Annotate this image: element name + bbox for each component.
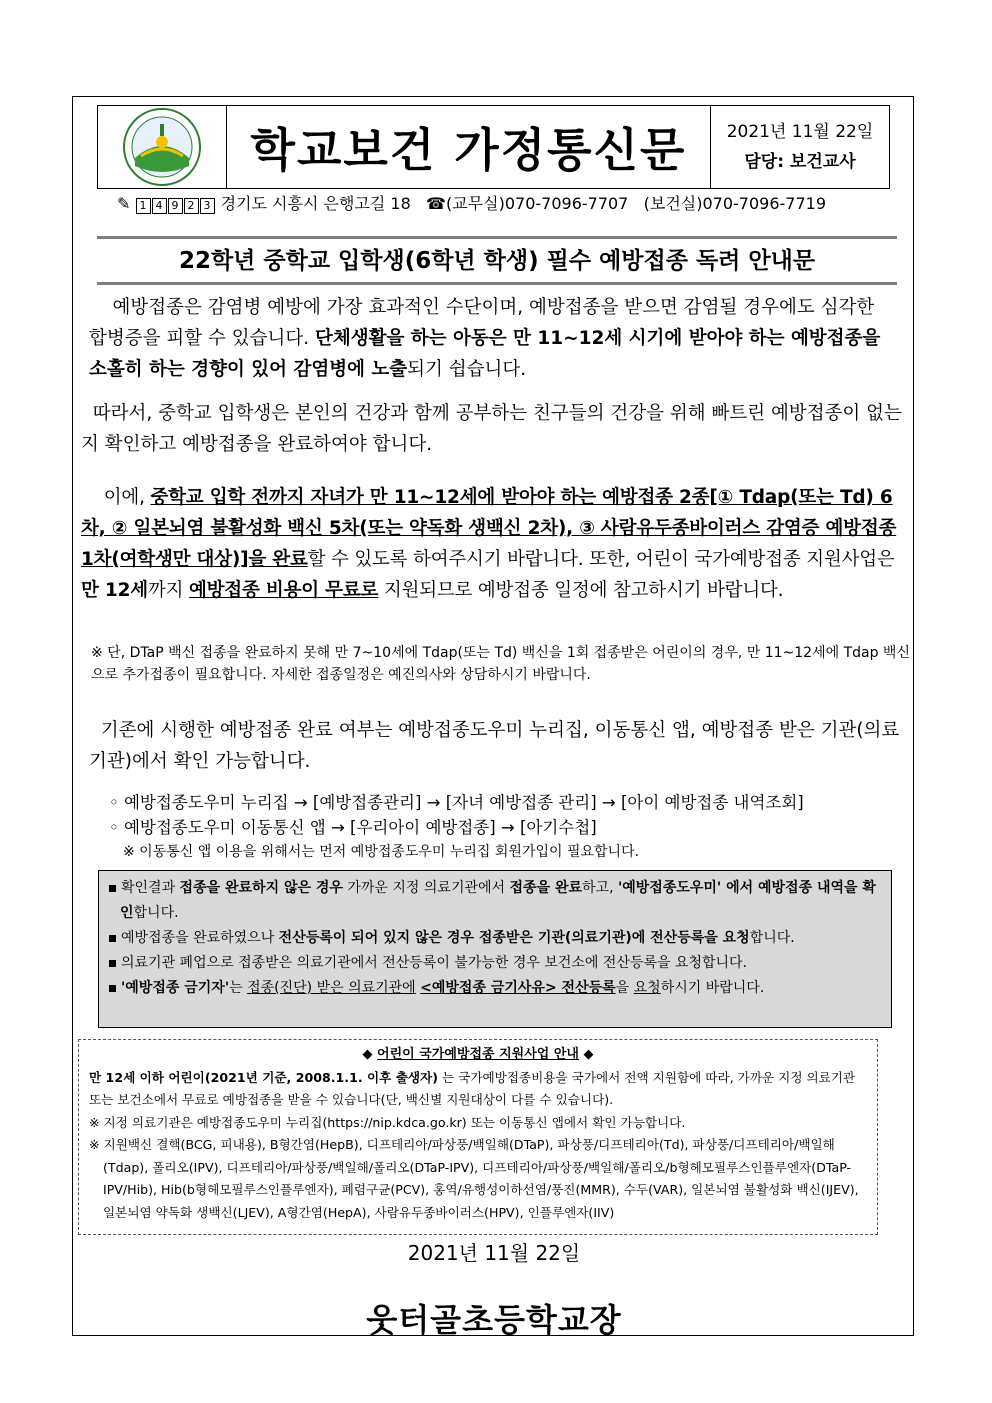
office-phone: (교무실)070-7096-7707 — [445, 194, 629, 213]
second-paragraph — [81, 398, 913, 460]
action-box — [98, 870, 892, 1028]
action-bold: '예방접종 금기자' — [121, 980, 230, 996]
action-text: 확인결과 — [121, 880, 180, 896]
action-text: 하시기 바랍니다. — [660, 980, 765, 996]
sign-date: 2021년 11월 22일 — [407, 1241, 581, 1265]
postal-digit: 4 — [152, 198, 167, 214]
action-text: 합니다. — [749, 930, 795, 946]
postal-digit: 9 — [168, 198, 183, 214]
support-program-box — [78, 1039, 878, 1235]
postal-digit: 2 — [184, 198, 199, 214]
square-bullet-icon — [109, 935, 116, 942]
support-eligibility: 만 12세 이하 어린이(2021년 기준, 2008.1.1. 이후 출생자) — [89, 1069, 438, 1085]
free-cost: 예방접종 비용이 무료로 — [188, 580, 379, 601]
step-web: ◦ 예방접종도우미 누리집 → [예방접종관리] → [자녀 예방접종 관리] → [아이 예방접종 내역조회] — [109, 793, 804, 812]
action-text: 하고, — [582, 880, 618, 896]
action-bold: 접종을 완료하지 않은 경우 — [179, 880, 343, 896]
postal-digit: 3 — [200, 198, 215, 214]
issue-date: 2021년 11월 22일 — [726, 122, 874, 142]
action-item — [109, 876, 881, 926]
action-item — [109, 926, 881, 951]
square-bullet-icon — [109, 985, 116, 992]
age-limit: 만 12세 — [81, 580, 148, 601]
newsletter-page — [72, 96, 914, 1339]
check-text: 기존에 시행한 예방접종 완료 여부는 예방접종도우미 누리집, 이동통신 앱, 예방접종 받은 기관(의료기관)에서 확인 가능합니다. — [89, 720, 900, 772]
school-logo — [98, 106, 227, 188]
action-text: 는 — [229, 980, 248, 996]
document-title: 22학년 중학교 입학생(6학년 학생) 필수 예방접종 독려 안내문 — [178, 248, 816, 274]
action-text: 가까운 지정 의료기관에서 — [342, 880, 510, 896]
action-text: 예방접종을 완료하였으나 — [121, 930, 279, 946]
action-bold: <예방접종 금기사유> 전산등록 — [420, 980, 616, 996]
title-rule-bottom — [97, 282, 897, 285]
issue-manager: 담당: 보건교사 — [744, 152, 856, 172]
action-text: 합니다. — [133, 905, 179, 921]
support-site-note: ※ 지정 의료기관은 예방접종도우미 누리집(https://nip.kdca.go.kr) 또는 이동통신 앱에서 확인 가능합니다. — [89, 1114, 686, 1130]
vaccine-request-paragraph — [81, 482, 913, 606]
support-vaccine-list: ※ 지원백신 결핵(BCG, 피내용), B형간염(HepB), 디프테리아/파상풍/백일해(DTaP), 파상풍/디프테리아(Td), 파상풍/디프테리아/백일해(Tdap), 폴리오(IPV), 디프테리아/파상풍/백일해/폴리오(DTaP-IPV), 디프테리아/파상풍/백일해/폴리오/b형헤모필루스인플루엔자(DTaP-IPV/Hib), Hib(b형헤모필루스인플루엔자), 폐렴구균(PCV), 홍역/유행성이하선염/풍진(MMR), 수두(VAR), 일본뇌염 불활성화 백신(IJEV), 일본뇌염 약독화 생백신(LJEV), A형간염(HepA), 사람유두종바이러스(HPV), 인플루엔자(IIV) — [89, 1137, 859, 1220]
intro-paragraph — [89, 292, 897, 385]
request-text: 할 수 있도록 하여주시기 바랍니다. 또한, 어린이 국가예방접종 지원사업은 — [307, 549, 895, 570]
street-address: 경기도 시흥시 은행고길 18 — [220, 194, 411, 213]
intro-text-end: 되기 쉽습니다. — [407, 359, 527, 380]
intro-text: 예방접종은 감염병 예방에 가장 효과적인 수단이며, 예방접종을 받으면 감염될 경우에도 심각한 합병증을 피할 수 있습니다. — [89, 297, 875, 349]
steps-note: ※ 이동통신 앱 이용을 위해서는 먼저 예방접종도우미 누리집 회원가입이 필요합니다. — [123, 844, 640, 860]
newsletter-title: 학교보건 가정통신문 — [227, 106, 711, 188]
square-bullet-icon — [109, 885, 116, 892]
step-app: ◦ 예방접종도우미 이동통신 앱 → [우리아이 예방접종] → [아기수첩] — [109, 818, 597, 837]
action-bold: '예방접종도우미' 에서 예방접종 내역을 확인 — [120, 880, 876, 921]
mail-icon: ✎ — [117, 194, 131, 213]
postal-digit: 1 — [136, 198, 151, 214]
action-bold: 전산등록이 되어 있지 않은 경우 접종받은 기관(의료기관)에 전산등록을 요청 — [278, 930, 750, 946]
action-text: 을 — [615, 980, 634, 996]
tdap-note: ※ 단, DTaP 백신 접종을 완료하지 못해 만 7~10세에 Tdap(또는 Td) 백신을 1회 접종받은 어린이의 경우, 만 11~12세에 Tdap 백신으로 추가접종이 필요합니다. 자세한 접종일정은 예진의사와 상담하시기 바랍니다. — [91, 645, 910, 683]
header-table — [97, 105, 890, 189]
support-title: ◆ 어린이 국가예방접종 지원사업 안내 ◆ — [362, 1047, 594, 1062]
intro-emphasis: 단체생활을 하는 아동은 만 11~12세 시기에 받아야 하는 예방접종을 소홀히 하는 경향이 있어 감염병에 노출 — [89, 328, 881, 380]
health-phone: (보건실)070-7096-7719 — [643, 194, 827, 213]
phone-icon: ☎ — [426, 194, 446, 213]
action-underline: 접종(진단) 받은 의료기관에 — [247, 980, 416, 996]
check-steps — [109, 790, 804, 865]
issue-info — [711, 106, 889, 188]
action-item — [109, 951, 881, 976]
school-address — [117, 191, 826, 214]
principal-signature: 웃터골초등학교장 — [366, 1301, 622, 1339]
support-text: 는 국가예방접종비용을 국가에서 전액 지원함에 따라, 가까운 지정 의료기관 또는 보건소에서 무료로 예방접종을 받을 수 있습니다(단, 백신별 지원대상이 다를 수 있습니다). — [89, 1069, 856, 1107]
request-text-end: 지원되므로 예방접종 일정에 참고하시기 바랍니다. — [378, 580, 784, 601]
check-paragraph — [89, 715, 915, 777]
request-lead: 이에, — [103, 487, 151, 508]
action-bold: 접종을 완료 — [509, 880, 583, 896]
action-underline: 요청 — [633, 980, 661, 996]
request-text-2: 까지 — [147, 580, 189, 601]
action-item — [109, 976, 881, 1001]
support-line — [89, 1067, 867, 1112]
title-rule-top — [97, 236, 897, 239]
required-vaccines: 중학교 입학 전까지 자녀가 만 11~12세에 받아야 하는 예방접종 2종[① Tdap(또는 Td) 6차, ② 일본뇌염 불활성화 백신 5차(또는 약독화 생백신 2차), ③ 사람유두종바이러스 감염증 예방접종 1차(여학생만 대상)]을 완료 — [81, 487, 897, 570]
support-title-text: 어린이 국가예방접종 지원사업 안내 — [377, 1047, 579, 1062]
square-bullet-icon — [109, 960, 116, 967]
second-text: 따라서, 중학교 입학생은 본인의 건강과 함께 공부하는 친구들의 건강을 위해 빠트린 예방접종이 없는지 확인하고 예방접종을 완료하여야 합니다. — [81, 403, 902, 455]
action-text: 의료기관 폐업으로 접종받은 의료기관에서 전산등록이 불가능한 경우 보건소에 전산등록을 요청합니다. — [121, 955, 748, 971]
school-emblem-icon — [121, 106, 203, 188]
